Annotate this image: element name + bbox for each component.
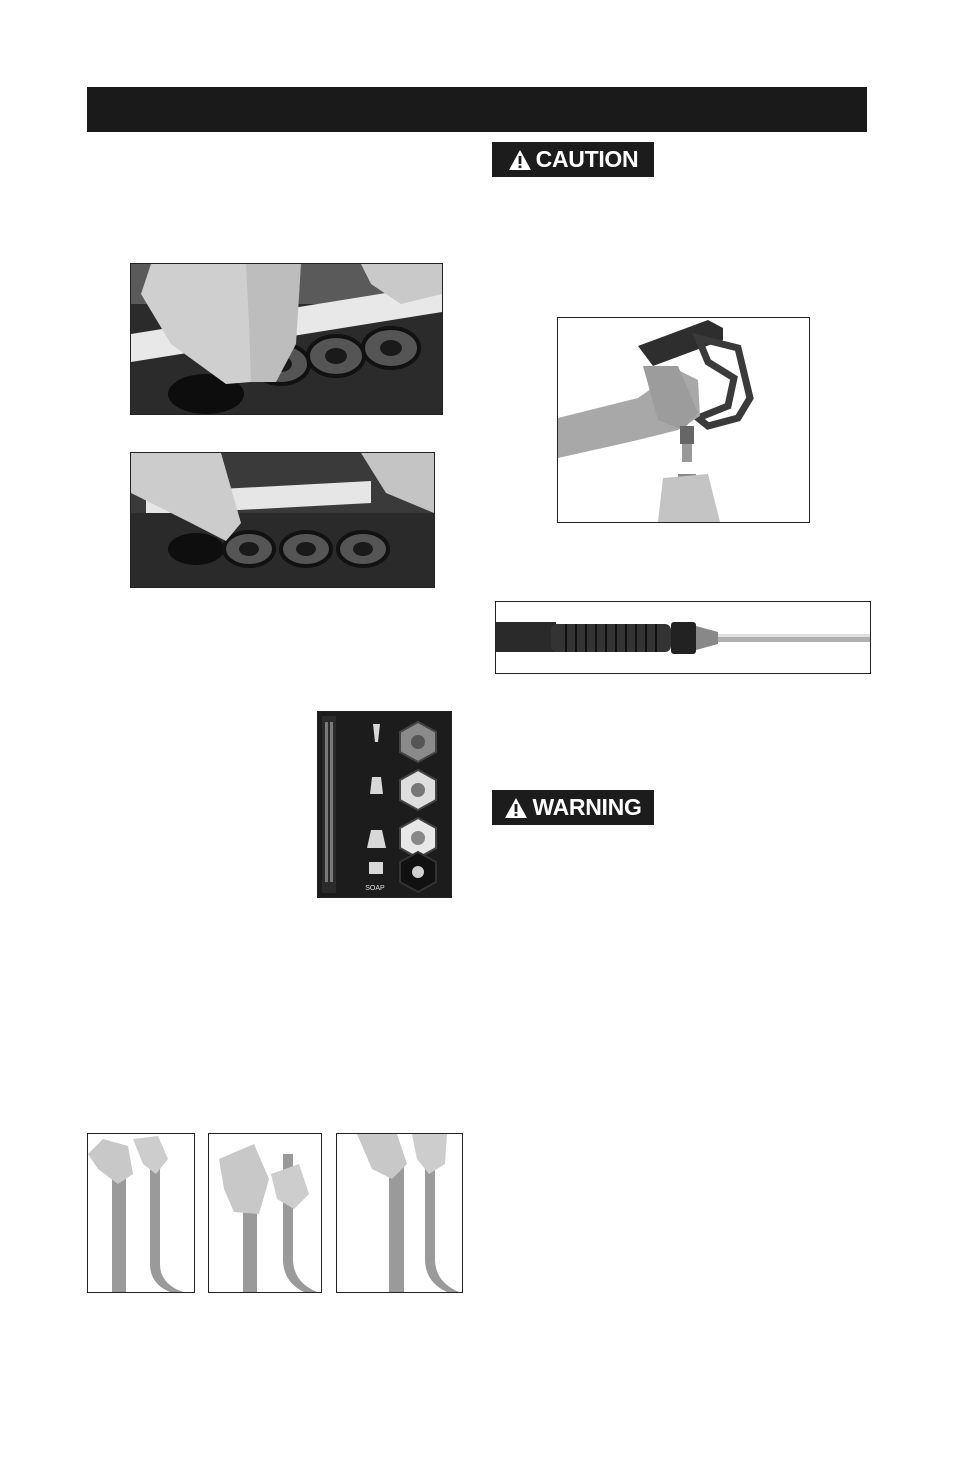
- photo-handle-step-1: [87, 1133, 195, 1293]
- warning-triangle-icon: [508, 149, 532, 171]
- photo-insert-nozzle: [130, 452, 435, 588]
- caution-badge: [492, 142, 654, 177]
- photo-nozzle-decal: [317, 711, 452, 898]
- photo-handle-step-3: [336, 1133, 463, 1293]
- photo-handle-step-2: [208, 1133, 322, 1293]
- photo-spray-wand: [495, 601, 871, 674]
- section-header-bar: [87, 87, 867, 132]
- photo-remove-nozzle: [130, 263, 443, 415]
- warning-badge: [492, 790, 654, 825]
- caution-label: CAUTION: [535, 146, 639, 172]
- soap-label: SOAP: [365, 885, 385, 892]
- warning-label: WARNING: [532, 794, 642, 820]
- photo-spray-gun-connect: [557, 317, 810, 523]
- warning-triangle-icon: [504, 797, 528, 819]
